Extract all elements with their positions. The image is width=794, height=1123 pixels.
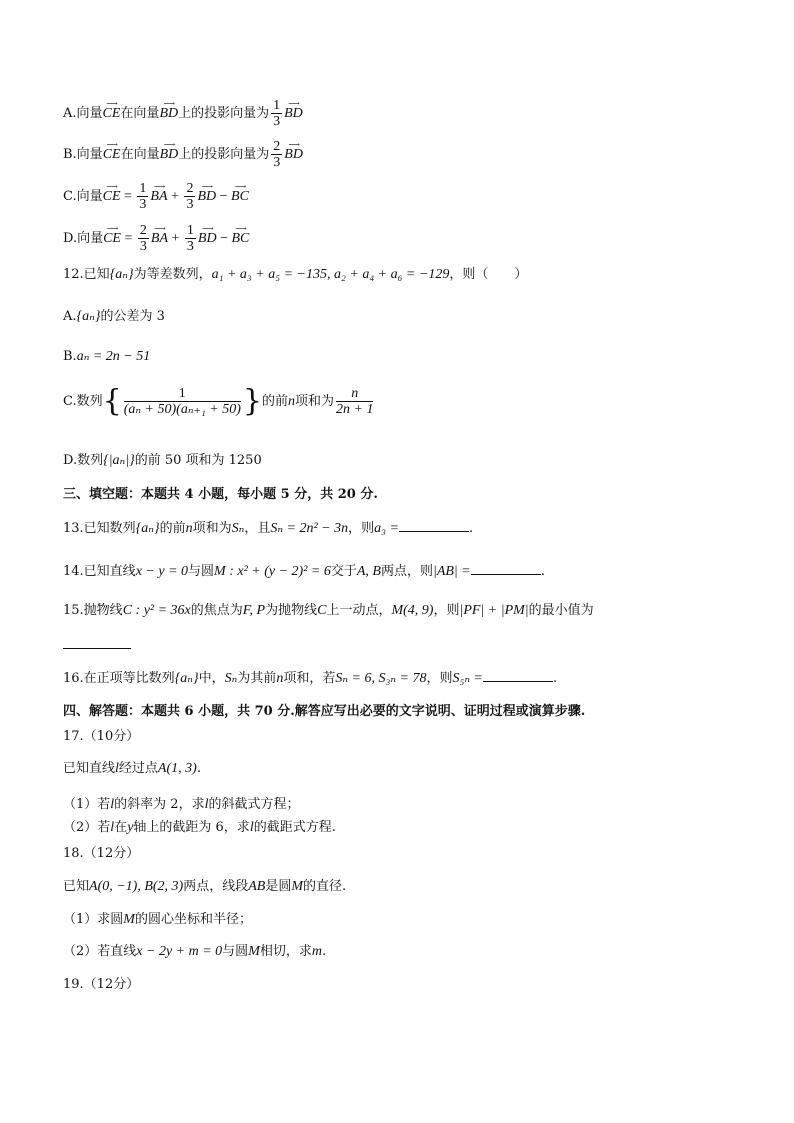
vector-ba: ⟶ BA <box>150 224 168 246</box>
q17-part-2: （2）若l在y轴上的截距为 6，求l的截距式方程. <box>63 820 336 835</box>
fraction: $\frac{2}{3}$ <box>273 139 281 170</box>
vector-bc: ⟶ BC <box>231 182 249 204</box>
q17-stem: 已知直线l经过点A(1, 3). <box>63 761 201 776</box>
vector-ce: ⟶ CE <box>102 182 121 204</box>
fraction: $\frac{1}{3}$ <box>273 98 281 129</box>
q12-option-d: D.数列{|aₙ|}的前 50 项和为 1250 <box>63 453 262 468</box>
fraction: $\frac{2}{3}$ <box>186 181 194 212</box>
q12-option-a: A.{aₙ}的公差为 3 <box>63 309 165 324</box>
q11-option-c: C.向量 ⟶ CE = $\frac{1}{3}$ ⟶ BA + $\frac{2}{3}$ ⟶ BD − ⟶ BC <box>63 181 249 212</box>
q18-part-1: （1）求圆M的圆心坐标和半径； <box>63 912 252 927</box>
vector-bd: ⟶ BD <box>284 140 303 162</box>
q12-stem: 12.已知{aₙ}为等差数列，a₁ + a₃ + a₅ = −135, a₂ + a₄ + a₆ = −129，则（ ） <box>63 267 528 282</box>
q11-option-a: A.向量 ⟶ CE在向量 ⟶ BD上的投影向量为 $\frac{1}{3}$ ⟶ BD <box>63 98 303 129</box>
q11-option-d: D.向量 ⟶ CE = $\frac{2}{3}$ ⟶ BA + $\frac{1}{3}$ ⟶ BD − ⟶ BC <box>63 223 250 254</box>
q15: 15.抛物线C : y² = 36x的焦点为F, P为抛物线C上一动点，M(4, 9)，则|PF| + |PM|的最小值为 <box>63 603 594 618</box>
vector-ce: ⟶ CE <box>102 140 121 162</box>
q18-stem: 已知A(0, −1), B(2, 3)两点，线段AB是圆M的直径. <box>63 879 347 894</box>
q17-part-1: （1）若l的斜率为 2，求l的斜截式方程； <box>63 797 300 812</box>
vector-ba: ⟶ BA <box>150 182 168 204</box>
q12-condition: a₁ + a₃ + a₅ = −135, a₂ + a₄ + a₆ = −129 <box>211 267 450 282</box>
q19-header: 19.（12分） <box>63 977 140 992</box>
vector-bd: ⟶ BD <box>159 140 179 162</box>
section-title-fill-in: 三、填空题：本题共 4 小题，每小题 5 分，共 20 分. <box>63 487 378 502</box>
fraction: $\frac{1}{3}$ <box>139 181 147 212</box>
q16: 16.在正项等比数列{aₙ}中，Sₙ为其前n项和，若Sₙ = 6, S₃ₙ = 78，则S₅ₙ = . <box>63 671 558 686</box>
fraction: $\frac{1}{\text{(aₙ + 50)(aₙ₊₁ + 50)}}$ <box>123 386 241 417</box>
vector-bd: ⟶ BD <box>159 99 179 121</box>
answer-blank <box>399 519 469 532</box>
q12-option-b: B.aₙ = 2n − 51 <box>63 349 151 364</box>
vector-ce: ⟶ CE <box>102 99 121 121</box>
sequence-abs-notation: {|aₙ|} <box>103 453 135 468</box>
answer-blank <box>63 636 131 649</box>
q11-option-b: B.向量 ⟶ CE在向量 ⟶ BD上的投影向量为 $\frac{2}{3}$ ⟶ BD <box>63 139 303 170</box>
q18-part-2: （2）若直线x − 2y + m = 0与圆M相切，求m. <box>63 944 327 959</box>
fraction: $\frac{n}{2n + 1}$ <box>336 386 374 417</box>
section-title-solutions: 四、解答题：本题共 6 小题，共 70 分.解答应写出必要的文字说明、证明过程或演算步骤. <box>63 704 586 719</box>
q14: 14.已知直线x − y = 0与圆M : x² + (y − 2)² = 6交于A, B两点，则|AB| = . <box>63 564 545 579</box>
q17-header: 17.（10分） <box>63 729 140 744</box>
q12-option-c: C.数列{ $\frac{1}{\text{(aₙ + 50)(aₙ₊₁ + 50)}}$ }的前n项和为 $\frac{n}{2n + 1}$ <box>63 383 374 419</box>
answer-blank <box>471 562 541 575</box>
fraction: $\frac{1}{3}$ <box>186 223 194 254</box>
sequence-notation: {aₙ} <box>76 309 101 324</box>
vector-bd: ⟶ BD <box>284 99 303 121</box>
vector-bd: ⟶ BD <box>197 224 217 246</box>
sequence-notation: {aₙ} <box>109 267 134 282</box>
answer-blank <box>483 669 553 682</box>
q12-b-formula: aₙ = 2n − 51 <box>76 349 151 364</box>
fraction: $\frac{2}{3}$ <box>139 223 147 254</box>
vector-bc: ⟶ BC <box>231 224 250 246</box>
q15-answer-line <box>63 636 131 655</box>
q18-header: 18.（12分） <box>63 846 140 861</box>
q13: 13.已知数列{aₙ}的前n项和为Sₙ，且Sₙ = 2n² − 3n，则a₃ = . <box>63 521 474 536</box>
vector-bd: ⟶ BD <box>197 182 217 204</box>
vector-ce: ⟶ CE <box>103 224 121 246</box>
